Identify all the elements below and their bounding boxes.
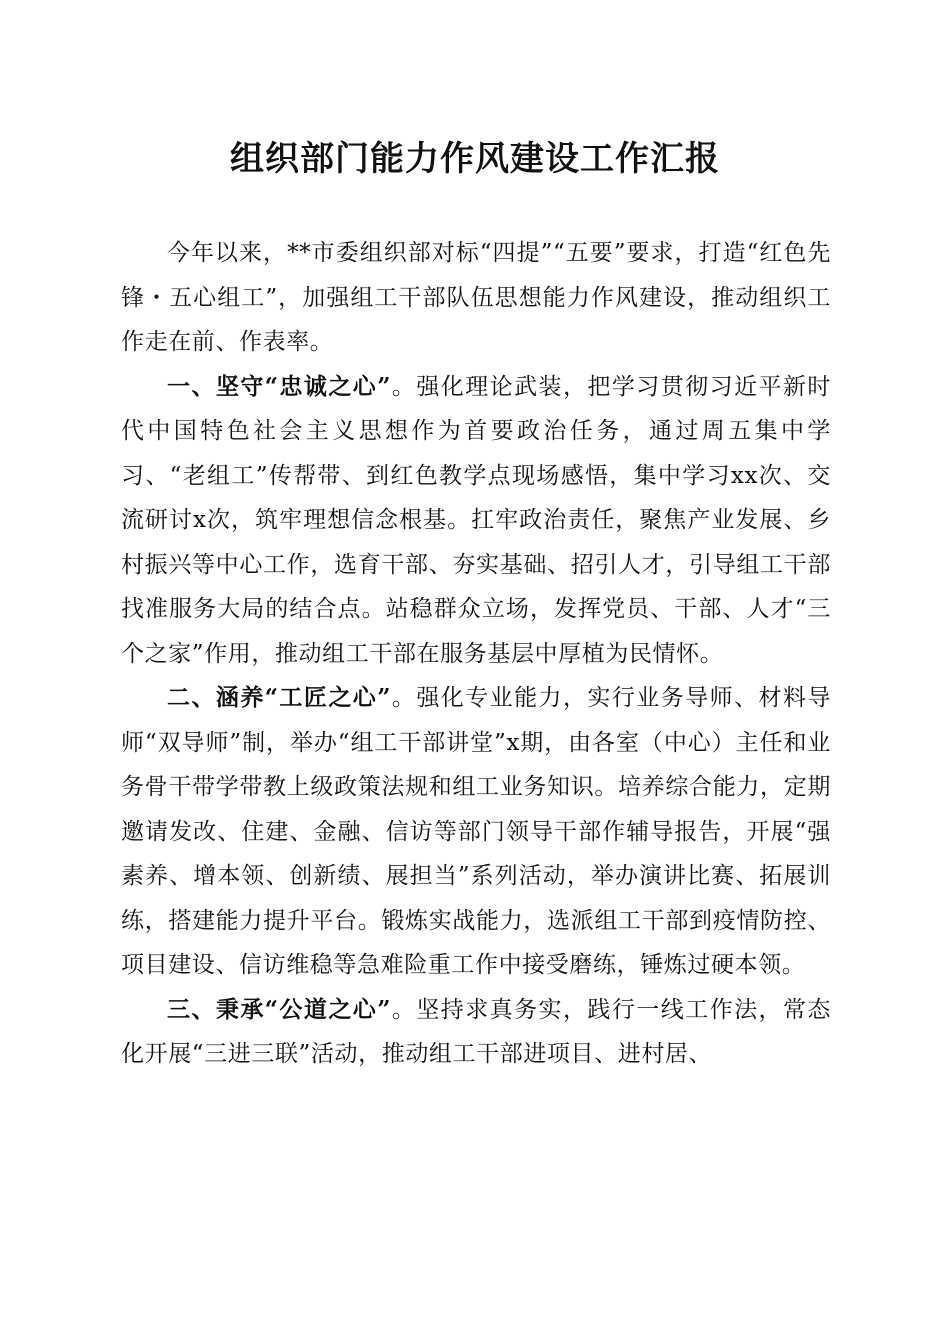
section-heading-2: 二、涵养“工匠之心” (167, 684, 392, 711)
section-heading-1: 一、坚守“忠诚之心” (167, 372, 392, 400)
section-text-3: 。坚持求真务实，践行一线工作法，常态化开展“三进三联”活动，推动组工干部进项目、进村居、 (121, 996, 831, 1067)
section-paragraph-1 (121, 365, 831, 677)
document-body (121, 231, 831, 1077)
section-heading-3: 三、秉承“公道之心” (167, 995, 392, 1023)
intro-paragraph: 今年以来，**市委组织部对标“四提”“五要”要求，打造“红色先锋・五心组工”，加强组工干部队伍思想能力作风建设，推动组织工作走在前、作表率。 (121, 240, 831, 355)
document-title: 组织部门能力作风建设工作汇报 (230, 139, 720, 179)
section-paragraph-2 (121, 676, 831, 988)
section-text-1: 。强化理论武装，把学习贯彻习近平新时代中国特色社会主义思想作为首要政治任务，通过周五集中学习、“老组工”传帮带、到红色教学点现场感悟，集中学习xx次、交流研讨x次，筑牢理想信念根基。扛牢政治责任，聚焦产业发展、乡村振兴等中心工作，选育干部、夯实基础、招引人才，引导组工干部找准服务大局的结合点。站稳群众立场，发挥党员、干部、人才“三个之家”作用，推动组工干部在服务基层中厚植为民情怀。 (121, 373, 831, 667)
section-text-2: 。强化专业能力，实行业务导师、材料导师“双导师”制，举办“组工干部讲堂”x期，由各室（中心）主任和业务骨干带学带教上级政策法规和组工业务知识。培养综合能力，定期邀请发改、住建、金融、信访等部门领导干部作辅导报告，开展“强素养、增本领、创新绩、展担当”系列活动，举办演讲比赛、拓展训练，搭建能力提升平台。锻炼实战能力，选派组工干部到疫情防控、项目建设、信访维稳等急难险重工作中接受磨练，锤炼过硬本领。 (121, 685, 831, 978)
section-paragraph-3 (121, 988, 831, 1077)
